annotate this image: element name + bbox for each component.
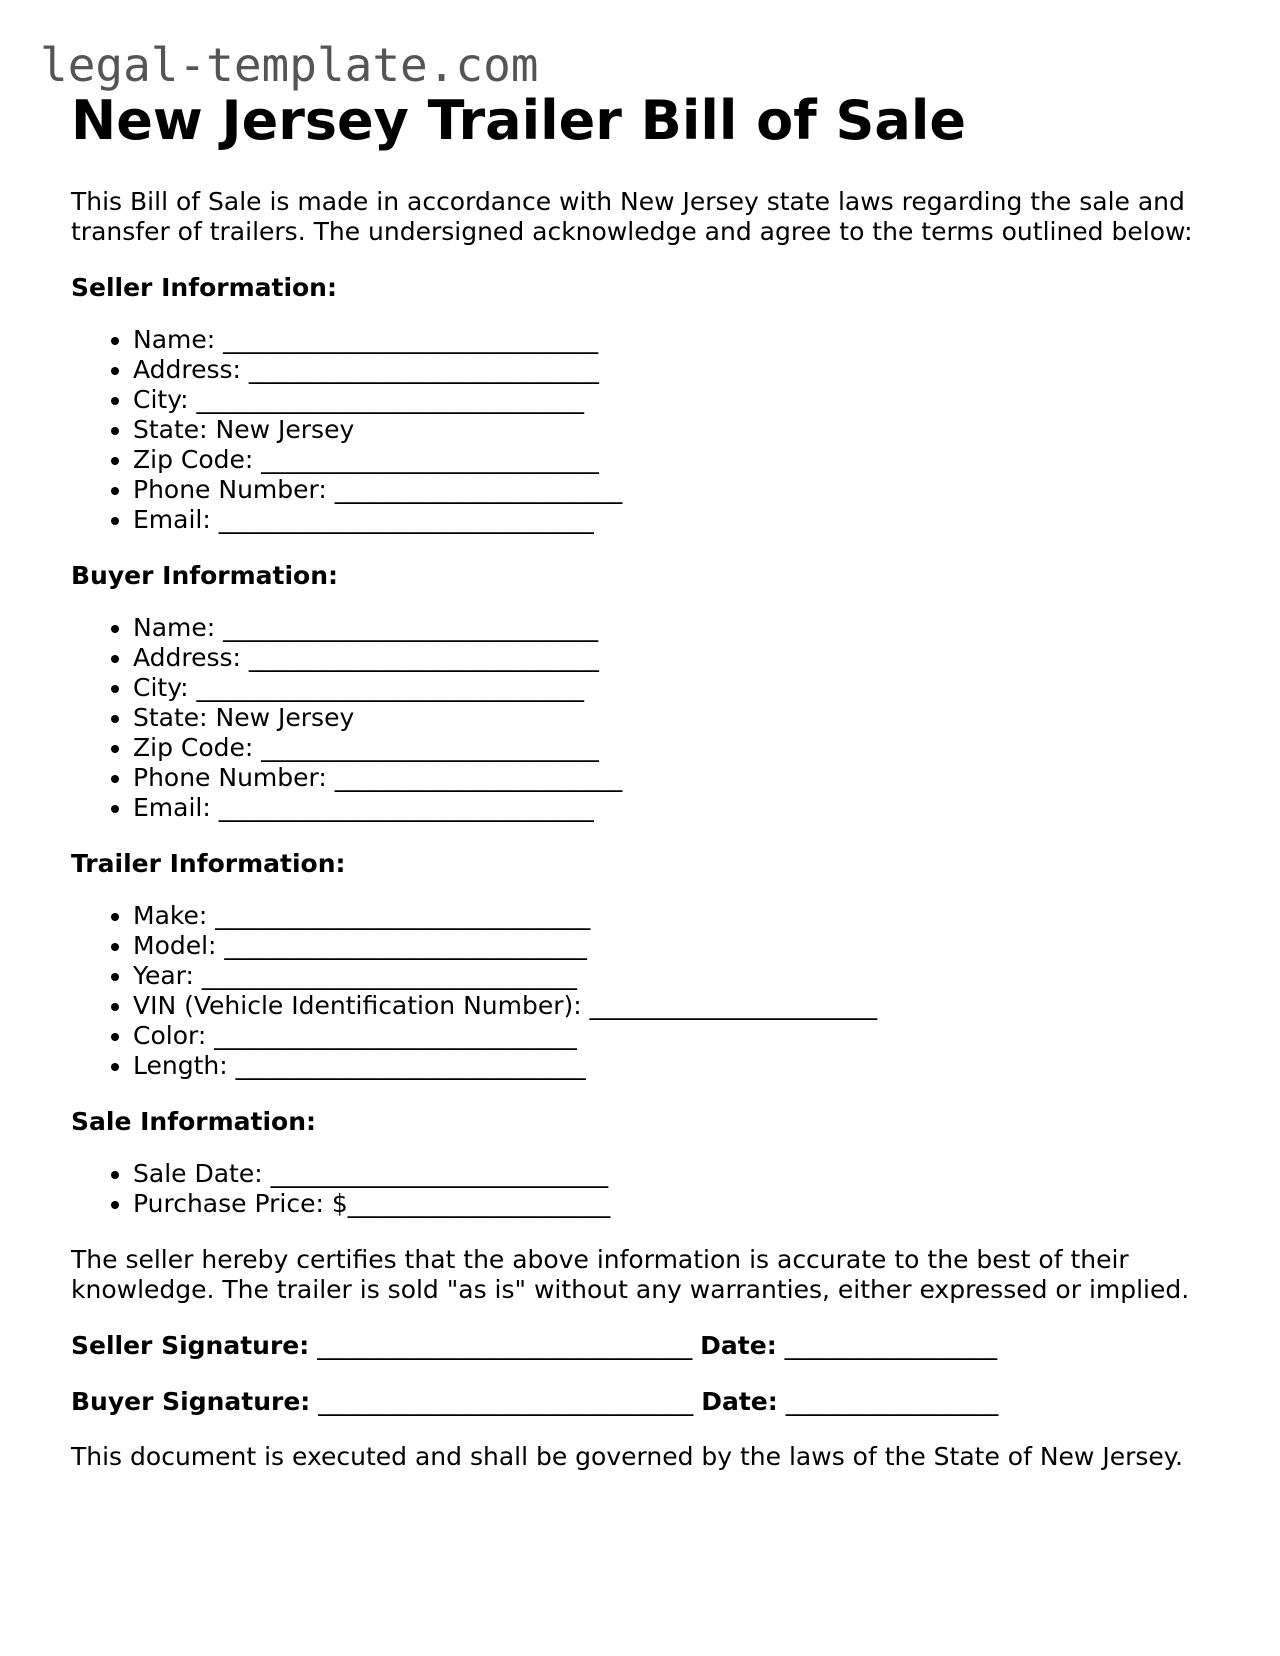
buyer-signature-row	[71, 1387, 1221, 1417]
closing-paragraph: This document is executed and shall be governed by the laws of the State of New Jersey.	[71, 1442, 1183, 1471]
trailer-color-field[interactable]: • Color: _____________________________	[133, 1021, 1221, 1051]
buyer-heading: Buyer Information:	[71, 561, 339, 590]
seller-signature-row	[71, 1331, 1221, 1361]
buyer-city-field[interactable]: • City: _______________________________	[133, 673, 1221, 703]
trailer-info-list	[71, 901, 1221, 1081]
seller-state-field: • State: New Jersey	[133, 415, 1221, 445]
seller-info-list	[71, 325, 1221, 535]
trailer-year-field[interactable]: • Year: ______________________________	[133, 961, 1221, 991]
buyer-state-field: • State: New Jersey	[133, 703, 1221, 733]
buyer-date-label: Date:	[701, 1387, 778, 1416]
buyer-phone-field[interactable]: • Phone Number: _______________________	[133, 763, 1221, 793]
sale-info-list	[71, 1159, 1221, 1219]
certification-paragraph: The seller hereby certifies that the above information is accurate to the best of their knowledge. The trailer is sold "as is" without any warranties, either expressed or implied.	[71, 1245, 1190, 1304]
buyer-zip-field[interactable]: • Zip Code: ___________________________	[133, 733, 1221, 763]
seller-email-field[interactable]: • Email: ______________________________	[133, 505, 1221, 535]
purchase-price-field[interactable]: • Purchase Price: $_____________________	[133, 1189, 1221, 1219]
seller-signature-field[interactable]: ______________________________	[309, 1331, 701, 1360]
buyer-date-field[interactable]: _________________	[777, 1387, 999, 1416]
buyer-name-field[interactable]: • Name: ______________________________	[133, 613, 1221, 643]
trailer-vin-field[interactable]: • VIN (Vehicle Identification Number): _______________________	[133, 991, 1221, 1021]
seller-name-field[interactable]: • Name: ______________________________	[133, 325, 1221, 355]
seller-date-label: Date:	[700, 1331, 777, 1360]
buyer-signature-label: Buyer Signature:	[71, 1387, 311, 1416]
seller-date-field[interactable]: _________________	[776, 1331, 998, 1360]
seller-signature-label: Seller Signature:	[71, 1331, 310, 1360]
buyer-info-list	[71, 613, 1221, 823]
seller-address-field[interactable]: • Address: ____________________________	[133, 355, 1221, 385]
seller-phone-field[interactable]: • Phone Number: _______________________	[133, 475, 1221, 505]
watermark: legal-template.com	[40, 38, 539, 92]
seller-zip-field[interactable]: • Zip Code: ___________________________	[133, 445, 1221, 475]
buyer-signature-field[interactable]: ______________________________	[310, 1387, 702, 1416]
sale-heading: Sale Information:	[71, 1107, 316, 1136]
buyer-email-field[interactable]: • Email: ______________________________	[133, 793, 1221, 823]
trailer-heading: Trailer Information:	[71, 849, 346, 878]
trailer-make-field[interactable]: • Make: ______________________________	[133, 901, 1221, 931]
trailer-length-field[interactable]: • Length: ____________________________	[133, 1051, 1221, 1081]
trailer-model-field[interactable]: • Model: _____________________________	[133, 931, 1221, 961]
sale-date-field[interactable]: • Sale Date: ___________________________	[133, 1159, 1221, 1189]
page-title: New Jersey Trailer Bill of Sale	[71, 89, 967, 152]
seller-heading: Seller Information:	[71, 273, 337, 302]
intro-paragraph: This Bill of Sale is made in accordance with New Jersey state laws regarding the sale and transfer of trailers. The undersigned acknowledge and agree to the terms outlined below:	[71, 187, 1193, 246]
seller-city-field[interactable]: • City: _______________________________	[133, 385, 1221, 415]
buyer-address-field[interactable]: • Address: ____________________________	[133, 643, 1221, 673]
document-body	[71, 88, 1221, 1472]
